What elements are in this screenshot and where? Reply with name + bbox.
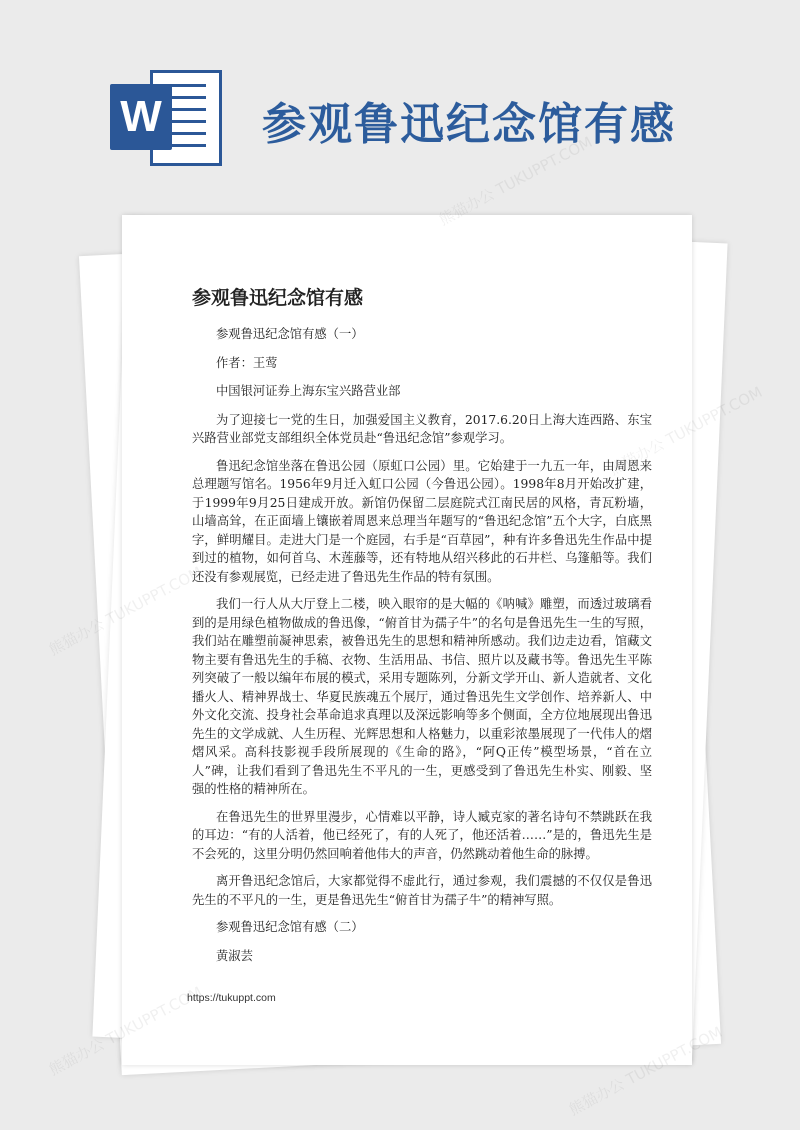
watermark: 熊猫办公 TUKUPPT.COM — [436, 132, 596, 229]
document-page — [122, 215, 692, 1065]
subtitle-one: 参观鲁迅纪念馆有感（一） — [216, 327, 364, 341]
word-letter-badge: W — [110, 84, 172, 150]
paragraph: 在鲁迅先生的世界里漫步，心情难以平静，诗人臧克家的著名诗句不禁跳跃在我的耳边：“有的人活着，他已经死了，有的人死了，他还活着……”是的，鲁迅先生是不会死的，这里分明仍然回响着他伟大的声音，仍然跳动着他生命的脉搏。 — [192, 809, 652, 861]
paragraph: 鲁迅纪念馆坐落在鲁迅公园（原虹口公园）里。它始建于一九五一年，由周恩来总理题写馆名。1956年9月迁入虹口公园（今鲁迅公园）。1998年8月开始改扩建，于1999年9月25日建成开放。新馆仍保留二层庭院式江南民居的风格，青瓦粉墙，山墙高耸，在正面墙上镶嵌着周恩来总理当年题写的“鲁迅纪念馆”五个大字，白底黑字，鲜明耀目。走进大门是一个庭园，右手是“百草园”，种有许多鲁迅先生作品中提到过的植物，如何首乌、木莲藤等，还有特地从绍兴移此的石井栏、乌篷船等。我们还没有参观展览，已经走进了鲁迅先生作品的特有氛围。 — [192, 458, 652, 584]
paragraph: 离开鲁迅纪念馆后，大家都觉得不虚此行，通过参观，我们震撼的不仅仅是鲁迅先生的不平凡的一生，更是鲁迅先生“俯首甘为孺子牛”的精神写照。 — [192, 874, 652, 907]
organization-line: 中国银河证券上海东宝兴路营业部 — [216, 384, 401, 398]
footer-url[interactable]: https://tukuppt.com — [187, 992, 276, 1004]
banner — [0, 0, 800, 200]
author-line: 作者：王莺 — [216, 355, 278, 370]
watermark: 熊猫办公 — [46, 614, 108, 659]
subtitle-two: 参观鲁迅纪念馆有感（二） — [216, 920, 364, 934]
watermark: 熊猫办公 — [46, 1034, 108, 1079]
word-document-icon — [110, 70, 230, 170]
document-body — [192, 325, 652, 975]
watermark: 熊猫办公 TUKUPPT.COM — [566, 1022, 726, 1119]
author-line-two: 黄淑芸 — [216, 948, 253, 963]
paragraph: 为了迎接七一党的生日，加强爱国主义教育，2017.6.20日上海大连西路、东宝兴路营业部党支部组织全体党员赴“鲁迅纪念馆”参观学习。 — [192, 412, 652, 445]
banner-title: 参观鲁迅纪念馆有感 — [262, 99, 676, 150]
document-title: 参观鲁迅纪念馆有感 — [192, 287, 364, 309]
paragraph: 我们一行人从大厅登上二楼，映入眼帘的是大幅的《呐喊》雕塑，而透过玻璃看到的是用绿色植物做成的鲁迅像，“俯首甘为孺子牛”的名句是鲁迅先生一生的写照，我们站在雕塑前凝神思索，被鲁迅先生的思想和精神所感动。我们边走边看，馆藏文物主要有鲁迅先生的手稿、衣物、生活用品、书信、照片以及藏书等。鲁迅先生平陈列突破了一般以编年布展的模式，采用专题陈列，分新文学开山、新人造就者、文化播火人、精神界战士、华夏民族魂五个展厅，通过鲁迅先生文学创作、培养新人、中外文化交流、投身社会革命追求真理以及深远影响等多个侧面，全方位地展现出鲁迅先生的文学成就、人生历程、光辉思想和人格魅力，以重彩浓墨展现了一代伟人的熠熠风采。高科技影视手段所展现的《生命的路》，“阿Q正传”模型场景，“首在立人”碑，让我们看到了鲁迅先生不平凡的一生，更感受到了鲁迅先生朴实、刚毅、坚强的性格的精神所在。 — [192, 597, 652, 796]
